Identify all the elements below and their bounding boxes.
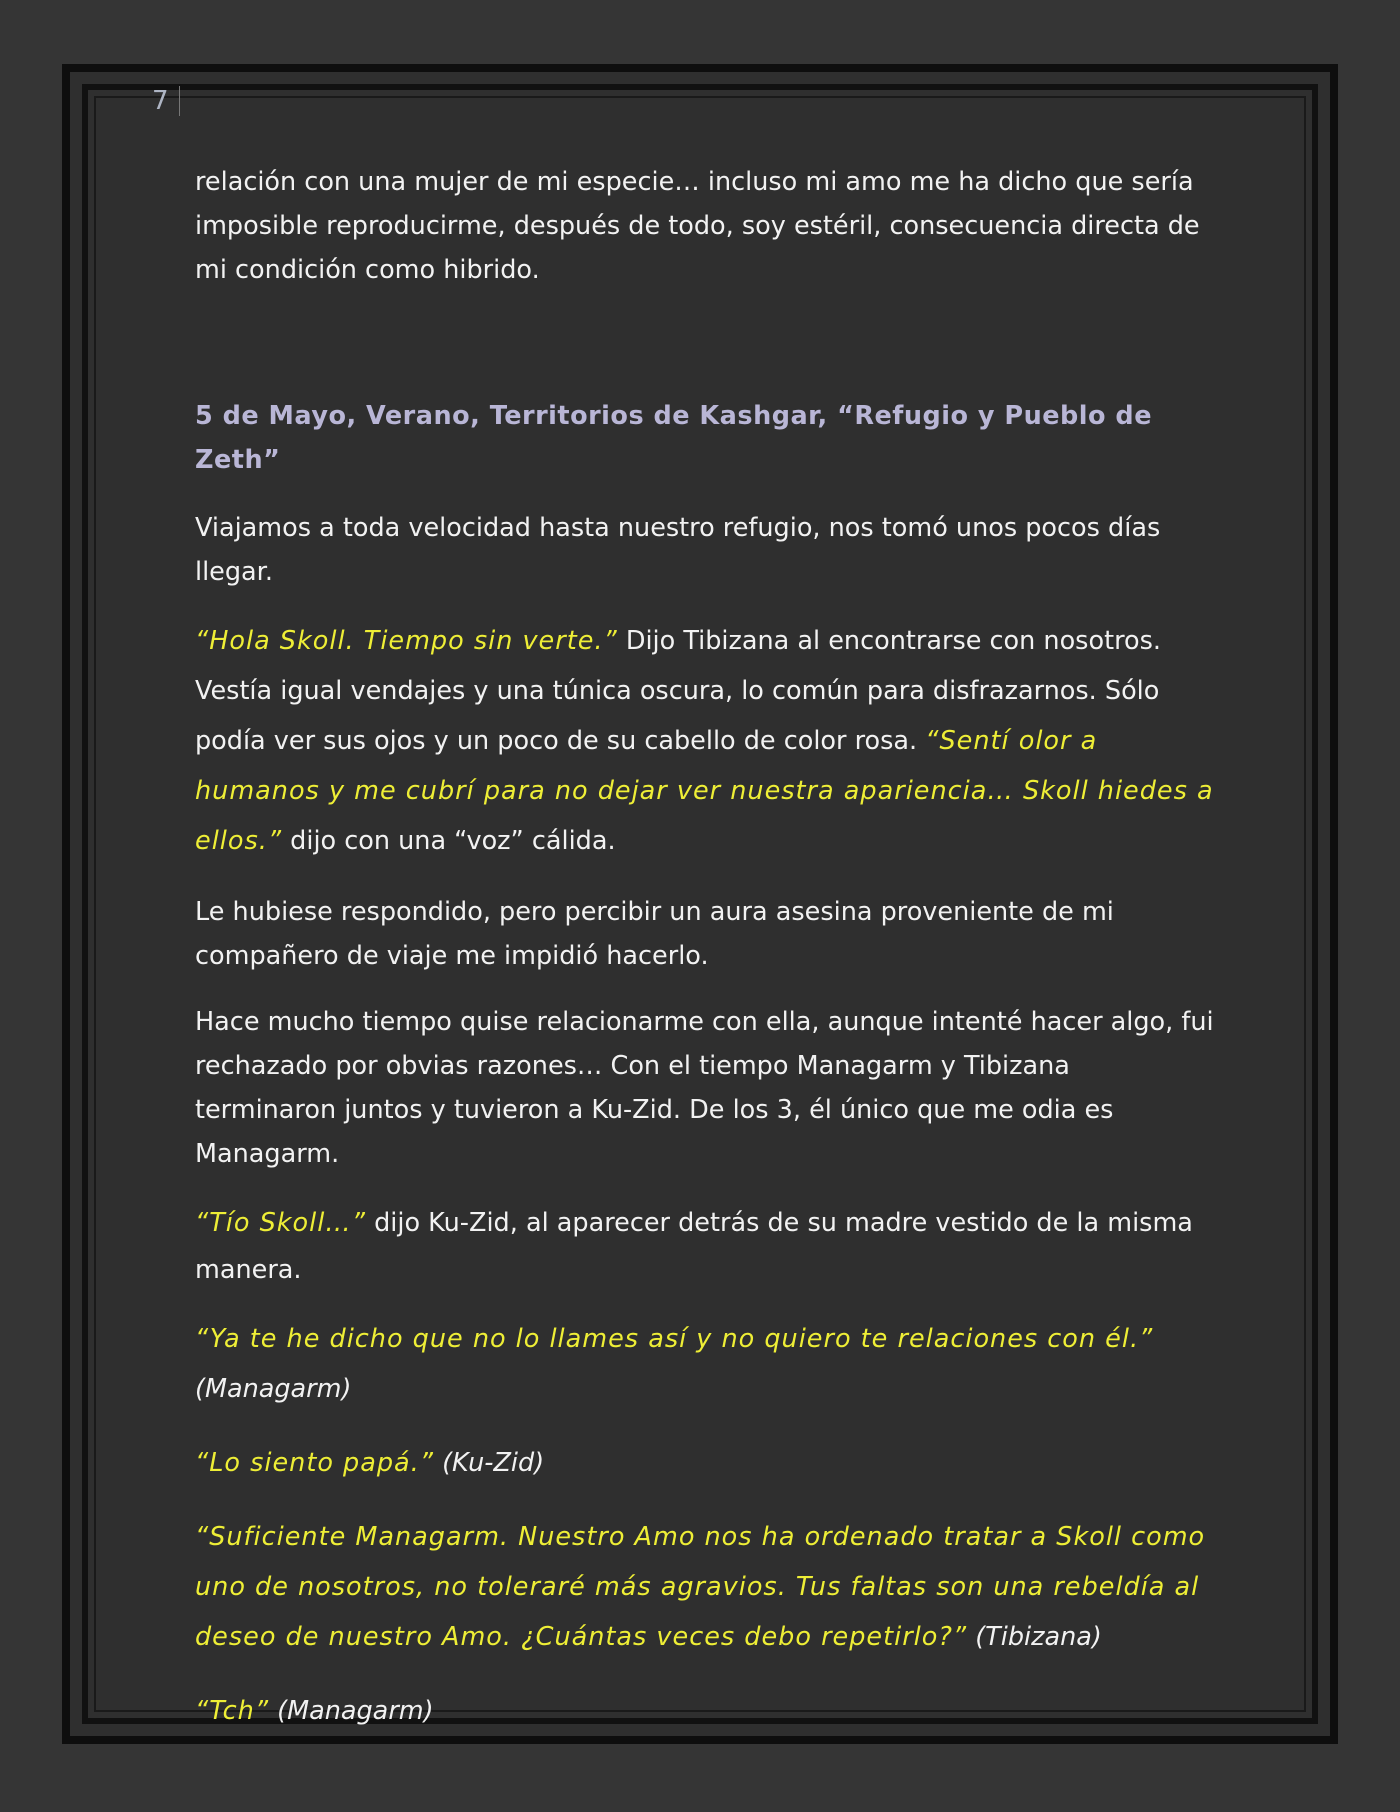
attribution-tibizana: (Tibizana) xyxy=(967,1622,1102,1652)
page-content xyxy=(195,160,1215,1760)
date-heading: 5 de Mayo, Verano, Territorios de Kashgar, “Refugio y Pueblo de Zeth” xyxy=(195,401,1152,475)
attribution-managarm-1: (Managarm) xyxy=(195,1374,352,1404)
speech-managarm-tch: “Tch” xyxy=(195,1696,270,1726)
narration-tibizana: Dijo Tibizana al encontrarse con nosotros. Vestía igual vendajes y una túnica oscura, lo común para disfrazarnos. Sólo podía ver sus ojos y un poco de su cabello de color rosa. xyxy=(195,626,1161,756)
speech-tibizana-hello: “Hola Skoll. Tiempo sin verte.” xyxy=(195,626,618,656)
page-number: 7 xyxy=(152,86,180,116)
paragraph-travel: Viajamos a toda velocidad hasta nuestro refugio, nos tomó unos pocos días llegar. xyxy=(195,513,1161,587)
dialog-managarm-1 xyxy=(195,1314,1215,1414)
paragraph-tibizana-greeting xyxy=(195,616,1215,866)
section-gap xyxy=(195,314,1215,394)
paragraph-aura: Le hubiese respondido, pero percibir un aura asesina proveniente de mi compañero de viaje me impidió hacerlo. xyxy=(195,897,1114,971)
speech-tibizana-smell: “Sentí olor a humanos y me cubrí para no dejar ver nuestra apariencia… Skoll hiedes a ellos.” xyxy=(195,726,1214,856)
dialog-tibizana xyxy=(195,1512,1215,1662)
narration-warm-voice: dijo con una “voz” cálida. xyxy=(282,826,616,856)
dialog-ku-zid xyxy=(195,1438,1215,1488)
paragraph-continuation: relación con una mujer de mi especie… incluso mi amo me ha dicho que sería imposible reproducirme, después de todo, soy estéril, consecuencia directa de mi condición como hibrido. xyxy=(195,167,1200,285)
speech-tibizana-enough: “Suficiente Managarm. Nuestro Amo nos ha ordenado tratar a Skoll como uno de nosotros, no toleraré más agravios. Tus faltas son una rebeldía al deseo de nuestro Amo. ¿Cuántas veces debo repetirlo?” xyxy=(195,1522,1206,1652)
attribution-ku-zid: (Ku-Zid) xyxy=(434,1448,545,1478)
paragraph-ku-zid xyxy=(195,1198,1215,1292)
speech-ku-zid: “Tío Skoll…” xyxy=(195,1208,367,1238)
paragraph-history: Hace mucho tiempo quise relacionarme con ella, aunque intenté hacer algo, fui rechazado por obvias razones… Con el tiempo Managarm y Tibizana terminaron juntos y tuvieron a Ku-Zid. De los 3, él único que me odia es Managarm. xyxy=(195,1007,1214,1169)
speech-managarm-1: “Ya te he dicho que no lo llames así y no quiero te relaciones con él.” xyxy=(195,1324,1154,1354)
dialog-managarm-2 xyxy=(195,1686,1215,1736)
attribution-managarm-2: (Managarm) xyxy=(269,1696,434,1726)
narration-ku-zid: dijo Ku-Zid, al aparecer detrás de su madre vestido de la misma manera. xyxy=(195,1208,1193,1285)
speech-ku-zid-sorry: “Lo siento papá.” xyxy=(195,1448,434,1478)
